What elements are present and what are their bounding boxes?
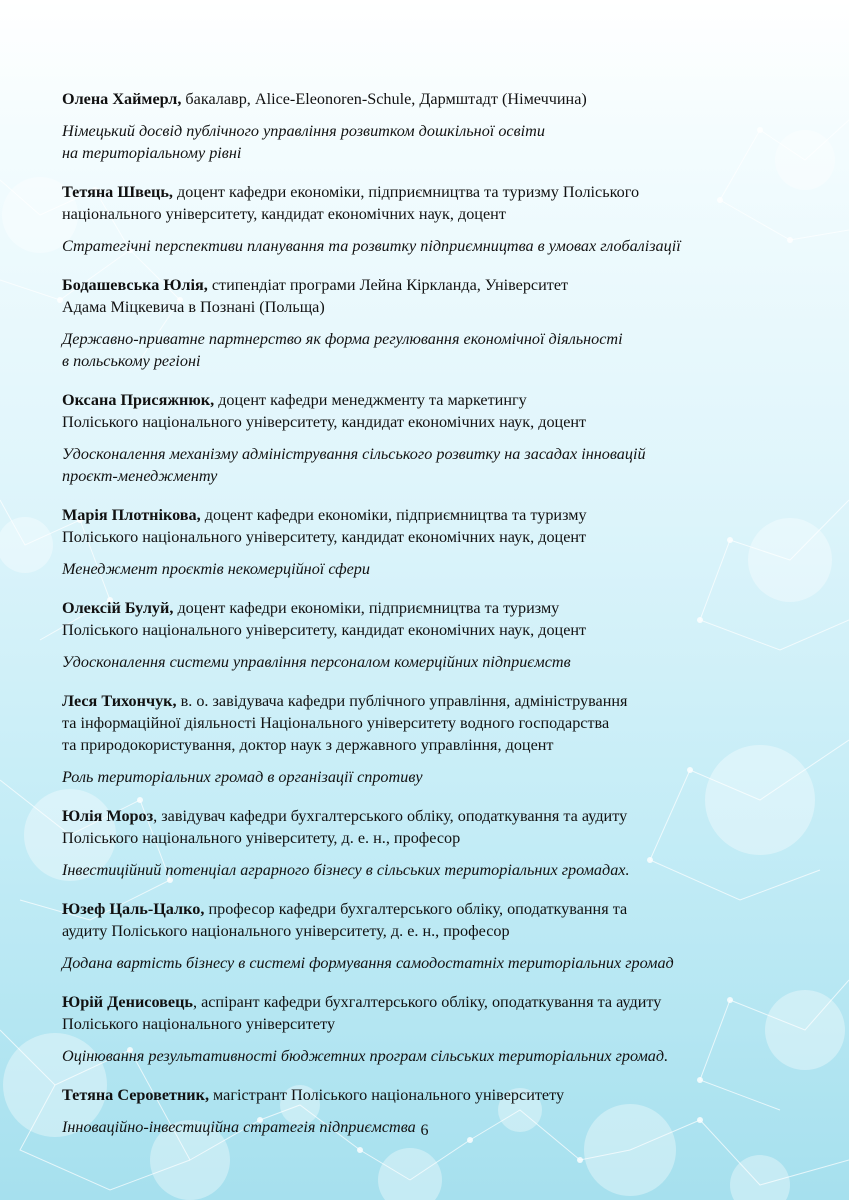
speaker-name: Леся Тихончук, [62,692,177,710]
report-topic: Роль територіальних громад в організації спротиву [62,768,423,786]
speaker-entry [62,88,822,164]
speaker-entry [62,805,822,881]
report-topic: Стратегічні перспективи планування та розвитку підприємництва в умовах глобалізації [62,237,681,255]
speaker-name: Марія Плотнікова, [62,506,201,524]
report-topic: Інвестиційний потенціал аграрного бізнесу в сільських територіальних громадах. [62,861,630,879]
report-topic: Удосконалення системи управління персоналом комерційних підприємств [62,653,571,671]
report-topic: Оцінювання результативності бюджетних програм сільських територіальних громад. [62,1047,669,1065]
speaker-info [62,181,822,225]
report-topic: Менеджмент проєктів некомерційної сфери [62,560,370,578]
speaker-details: магістрант Поліського національного університету [209,1086,565,1104]
speaker-name: Тетяна Сероветник, [62,1086,209,1104]
speaker-entry [62,389,822,487]
speaker-info [62,805,822,849]
report-topic: Державно-приватне партнерство як форма регулювання економічної діяльності в польському регіоні [62,330,623,370]
speaker-info [62,597,822,641]
report-topic: Додана вартість бізнесу в системі формування самодостатніх територіальних громад [62,954,674,972]
speaker-details: професор кафедри бухгалтерського обліку, оподаткування та аудиту Поліського національного університету, д. е. н., професор [62,900,628,940]
speaker-name: Бодашевська Юлія, [62,276,208,294]
speaker-name: Олена Хаймерл, [62,90,182,108]
report-topic: Удосконалення механізму адміністрування сільського розвитку на засадах інновацій проєкт-менеджменту [62,445,646,485]
report-topic: Інноваційно-інвестиційна стратегія підприємства [62,1118,416,1136]
speaker-entry [62,898,822,974]
speaker-details: стипендіат програми Лейна Кіркланда, Університет Адама Міцкевича в Познані (Польща) [62,276,569,316]
document-page [62,88,822,1155]
speaker-entry [62,690,822,788]
speaker-entry [62,991,822,1067]
speaker-entry [62,504,822,580]
page-number: 6 [420,1122,429,1139]
speaker-info [62,389,822,433]
speaker-entry [62,274,822,372]
speaker-name: Тетяна Швець, [62,183,173,201]
speaker-info [62,898,822,942]
speaker-info [62,274,822,318]
speaker-details: доцент кафедри економіки, підприємництва та туризму Поліського національного університету, кандидат економічних наук, доцент [62,183,640,223]
report-topic: Німецький досвід публічного управління розвитком дошкільної освіти на територіальному рівні [62,122,545,162]
speaker-details: , завідувач кафедри бухгалтерського обліку, оподаткування та аудиту Поліського національного університету, д. е. н., професор [62,807,628,847]
speaker-details: доцент кафедри менеджменту та маркетингу Поліського національного університету, кандидат економічних наук, доцент [62,391,587,431]
speaker-name: Юзеф Цаль-Цалко, [62,900,205,918]
speaker-details: , аспірант кафедри бухгалтерського обліку, оподаткування та аудиту Поліського національного університету [62,993,662,1033]
speaker-entry [62,597,822,673]
speaker-details: доцент кафедри економіки, підприємництва та туризму Поліського національного університету, кандидат економічних наук, доцент [62,506,587,546]
speaker-entry [62,181,822,257]
speaker-info [62,504,822,548]
speaker-name: Олексій Булуй, [62,599,174,617]
speaker-details: бакалавр, Alice-Eleonoren-Schule, Дармштадт (Німеччина) [181,90,587,108]
speaker-info [62,1084,822,1106]
speaker-details: в. о. завідувача кафедри публічного управління, адміністрування та інформаційної діяльності Національного університету водного господарства та природокористування, доктор наук з державного управління, доцент [62,692,628,754]
speaker-name: Юлія Мороз [62,807,154,825]
speaker-info [62,690,822,756]
speaker-name: Юрій Денисовець [62,993,193,1011]
speaker-info [62,991,822,1035]
speaker-info [62,88,822,110]
speaker-name: Оксана Присяжнюк, [62,391,215,409]
speaker-details: доцент кафедри економіки, підприємництва та туризму Поліського національного університету, кандидат економічних наук, доцент [62,599,587,639]
